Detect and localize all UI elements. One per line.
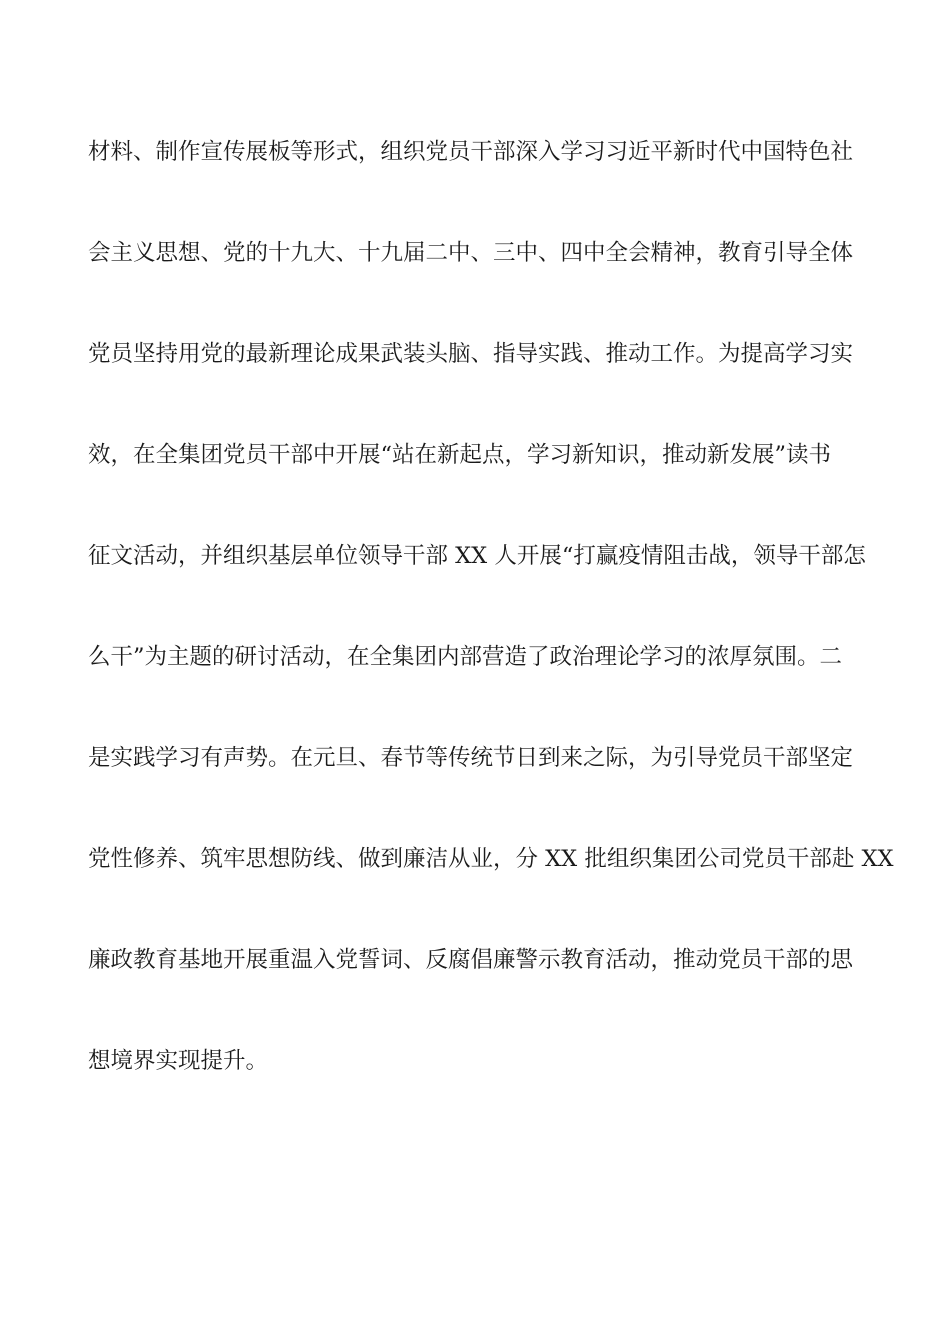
paragraph-line-4: 效，在全集团党员干部中开展“站在新起点，学习新知识，推动新发展”读书 [88,442,832,468]
paragraph-line-2: 会主义思想、党的十九大、十九届二中、三中、四中全会精神，教育引导全体 [88,240,854,266]
paragraph-line-3: 党员坚持用党的最新理论成果武装头脑、指导实践、推动工作。为提高学习实 [88,341,854,367]
paragraph-line-8: 党性修养、筑牢思想防线、做到廉洁从业，分 XX 批组织集团公司党员干部赴 XX [88,846,894,872]
paragraph-line-10: 想境界实现提升。 [88,1048,269,1074]
paragraph-line-6: 么干”为主题的研讨活动，在全集团内部营造了政治理论学习的浓厚氛围。二 [88,644,843,670]
paragraph-line-1: 材料、制作宣传展板等形式，组织党员干部深入学习习近平新时代中国特色社 [88,139,854,165]
paragraph-line-7: 是实践学习有声势。在元旦、春节等传统节日到来之际，为引导党员干部坚定 [88,745,854,771]
paragraph-line-5: 征文活动，并组织基层单位领导干部 XX 人开展“打赢疫情阻击战，领导干部怎 [88,543,866,569]
paragraph-line-9: 廉政教育基地开展重温入党誓词、反腐倡廉警示教育活动，推动党员干部的思 [88,947,854,973]
body-paragraph [88,130,894,1140]
